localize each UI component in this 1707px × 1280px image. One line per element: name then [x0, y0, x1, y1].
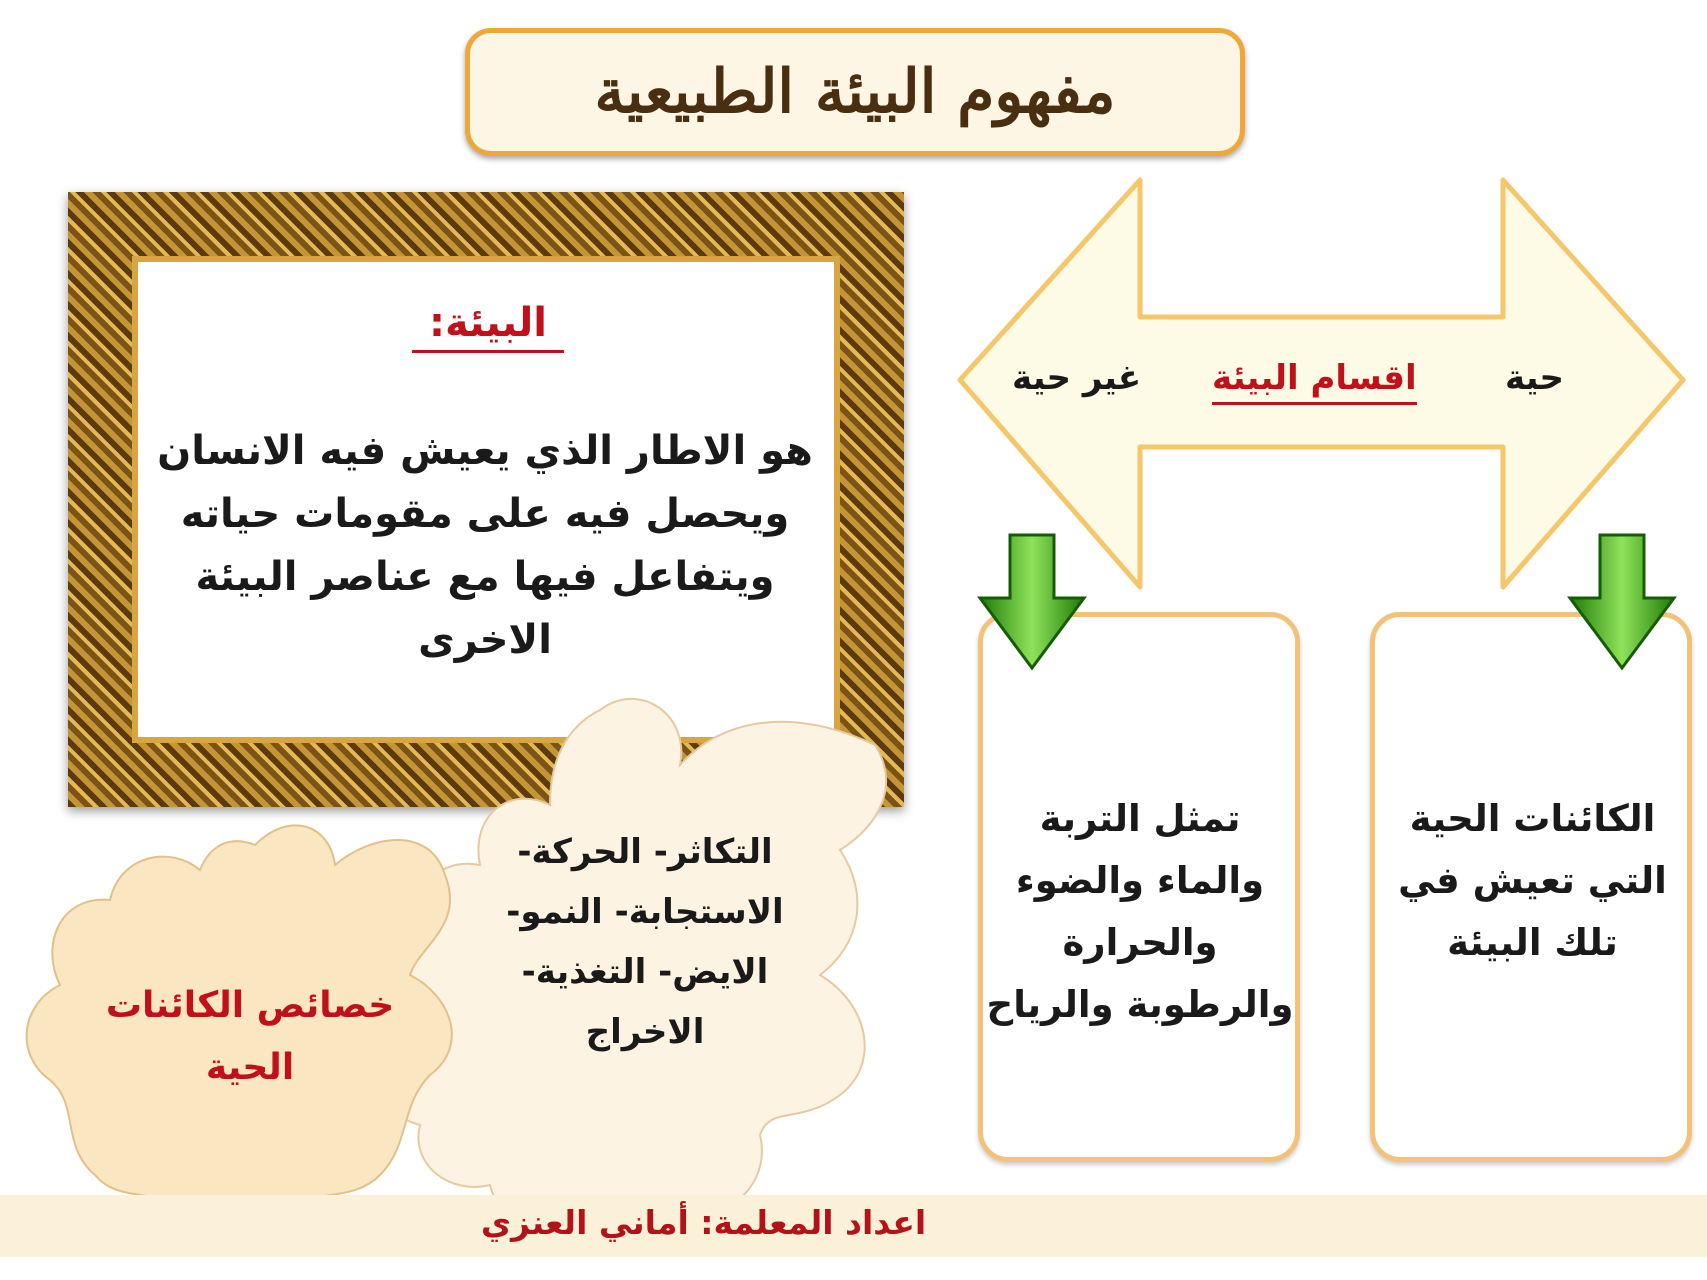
divisions-label: اقسام البيئة — [1212, 358, 1417, 405]
non-living-label: غير حية — [1012, 358, 1142, 398]
definition-heading: البيئة: — [412, 300, 564, 353]
definition-text: هو الاطار الذي يعيش فيه الانسان ويحصل فيه على مقومات حياته ويتفاعل فيها مع عناصر البيئة الاخرى — [157, 428, 813, 663]
footer-credit: اعداد المعلمة: أماني العنزي — [480, 1203, 927, 1242]
living-description: الكائنات الحية التي تعيش في تلك البيئة — [1398, 797, 1667, 964]
living-label: حية — [1505, 358, 1565, 398]
down-arrow-icon — [1562, 530, 1682, 675]
title-banner — [465, 28, 1245, 156]
page-title: مفهوم البيئة الطبيعية — [594, 57, 1116, 127]
characteristics-list: التكاثر- الحركة- الاستجابة- النمو- الايض- التغذية- الاخراج — [506, 832, 784, 1052]
characteristics-title: خصائص الكائنات الحية — [105, 985, 395, 1088]
down-arrow-icon — [972, 530, 1092, 675]
non-living-description: تمثل التربة والماء والضوء والحرارة والرطوبة والرياح — [986, 797, 1294, 1026]
